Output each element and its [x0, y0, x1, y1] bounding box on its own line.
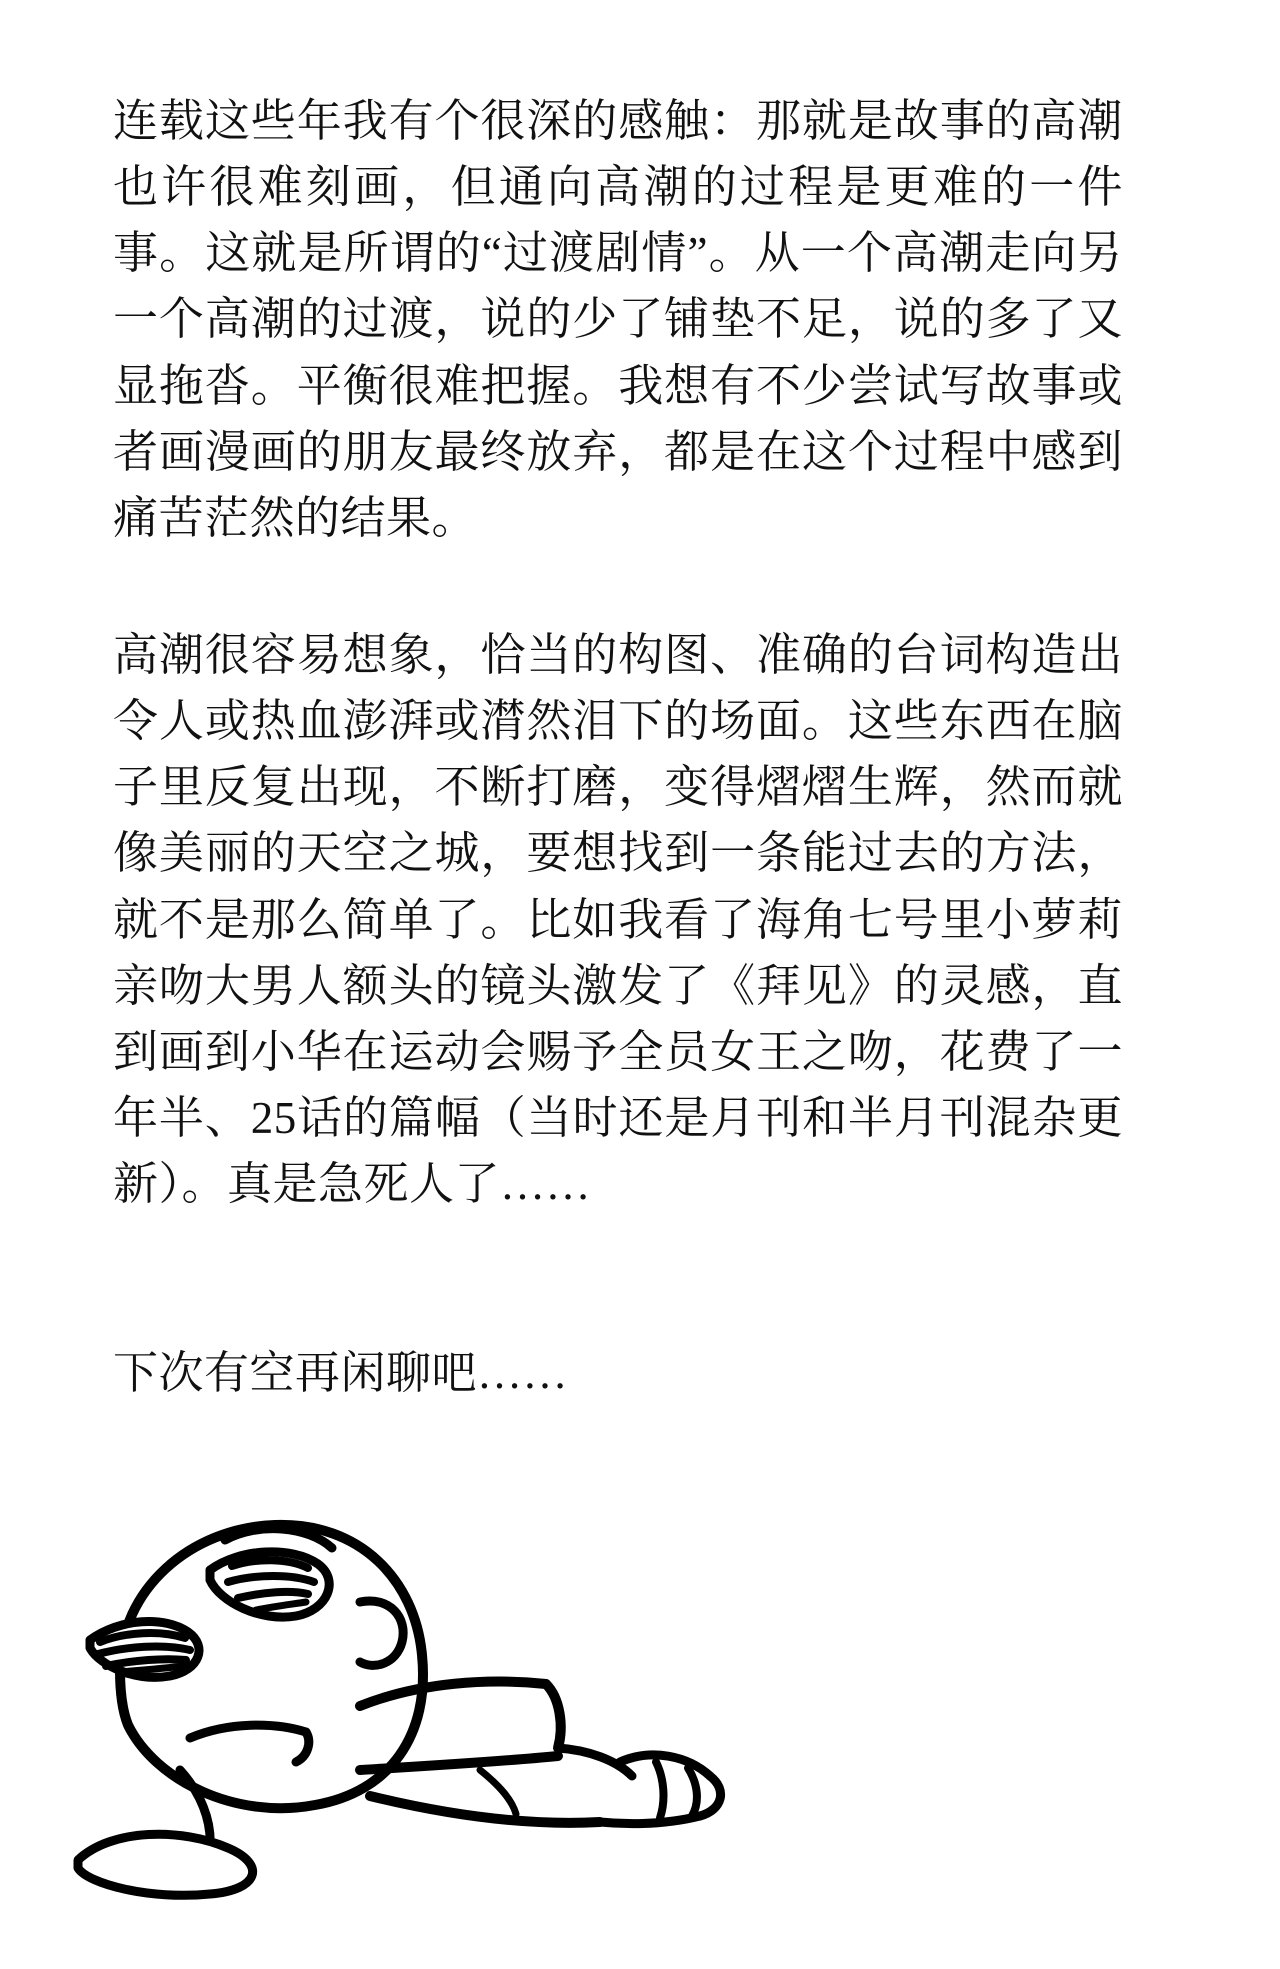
lying-exhausted-face-doodle [60, 1470, 840, 1930]
paragraph-3: 下次有空再闲聊吧…… [113, 1348, 569, 1398]
illustration-container [60, 1470, 840, 1930]
paragraph-1: 连载这些年我有个很深的感触：那就是故事的高潮也许很难刻画，但通向高潮的过程是更难的一件事。这就是所谓的“过渡剧情”。从一个高潮走向另一个高潮的过渡，说的少了铺垫不足，说的多了又显拖沓。平衡很难把握。我想有不少尝试写故事或者画漫画的朋友最终放弃，都是在这个过程中感到痛苦茫然的结果。 [113, 96, 1123, 543]
paragraph-2: 高潮很容易想象，恰当的构图、准确的台词构造出令人或热血澎湃或潸然泪下的场面。这些东西在脑子里反复出现，不断打磨，变得熠熠生辉，然而就像美丽的天空之城，要想找到一条能过去的方法，就不是那么简单了。比如我看了海角七号里小萝莉亲吻大男人额头的镜头激发了《拜见》的灵感，直到画到小华在运动会赐予全员女王之吻，花费了一年半、25话的篇幅（当时还是月刊和半月刊混杂更新）。真是急死人了…… [113, 630, 1123, 1210]
